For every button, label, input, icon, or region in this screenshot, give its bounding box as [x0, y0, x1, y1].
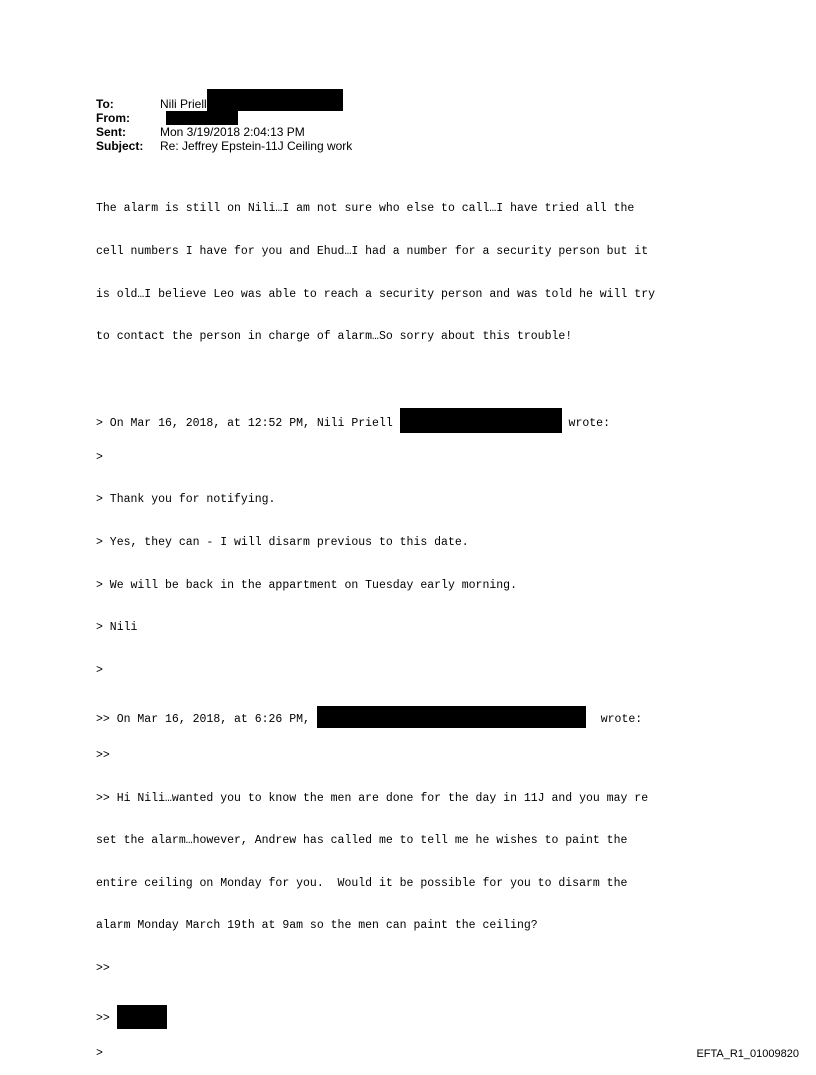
sent-row — [96, 125, 352, 139]
quote-line: > Yes, they can - I will disarm previous to this date. — [96, 535, 469, 549]
quote-line: > — [96, 1047, 103, 1061]
body-line: The alarm is still on Nili…I am not sure who else to call…I have tried all the — [96, 202, 635, 216]
quote-line: >> Hi Nili…wanted you to know the men are done for the day in 11J and you may re — [96, 791, 649, 805]
quote-line: > We will be back in the appartment on Tuesday early morning. — [96, 578, 517, 592]
email-header — [96, 97, 352, 153]
quote-line: >> — [96, 748, 110, 762]
quote-header-prefix: > On Mar 16, 2018, at 12:52 PM, Nili Priell — [96, 417, 400, 431]
subject-label: Subject: — [96, 139, 144, 153]
redaction-block — [400, 408, 562, 433]
quote-header-suffix: wrote: — [593, 713, 643, 727]
body-line: to contact the person in charge of alarm…So sorry about this trouble! — [96, 330, 573, 344]
quote-header-line — [96, 408, 655, 431]
redaction-block — [166, 111, 238, 125]
from-row — [96, 111, 352, 125]
to-label: To: — [96, 97, 114, 111]
quote-line: entire ceiling on Monday for you. Would it be possible for you to disarm the — [96, 876, 628, 890]
sent-label: Sent: — [96, 125, 126, 139]
body-line: cell numbers I have for you and Ehud…I had a number for a security person but it — [96, 245, 649, 258]
quote-line: > — [96, 450, 103, 464]
quote-line: > Thank you for notifying. — [96, 493, 276, 507]
sent-value: Mon 3/19/2018 2:04:13 PM — [160, 125, 305, 139]
subject-value: Re: Jeffrey Epstein-11J Ceiling work — [160, 139, 353, 153]
signature-prefix: >> — [96, 1011, 117, 1025]
redaction-block — [207, 89, 343, 111]
to-value: Nili Priell — [160, 97, 207, 111]
quote-line: > — [96, 663, 103, 677]
quote-line: alarm Monday March 19th at 9am so the men can paint the ceiling? — [96, 919, 538, 933]
redaction-block — [117, 1005, 167, 1029]
redaction-block — [317, 706, 586, 728]
quote-header-prefix: >> On Mar 16, 2018, at 6:26 PM, — [96, 713, 317, 727]
body-line: is old…I believe Leo was able to reach a security person and was told he will try — [96, 287, 655, 301]
quote-header-line — [96, 706, 655, 727]
quote-line: set the alarm…however, Andrew has called me to tell me he wishes to paint the — [96, 834, 628, 848]
quote-line: > Nili — [96, 621, 138, 635]
quote-header-suffix: wrote: — [561, 417, 610, 431]
subject-row — [96, 139, 352, 153]
signature-line — [96, 1005, 655, 1025]
to-row — [96, 97, 352, 111]
email-body — [96, 174, 655, 1075]
document-id: EFTA_R1_01009820 — [696, 1048, 799, 1060]
from-label: From: — [96, 111, 130, 125]
quote-line: >> — [96, 961, 110, 975]
